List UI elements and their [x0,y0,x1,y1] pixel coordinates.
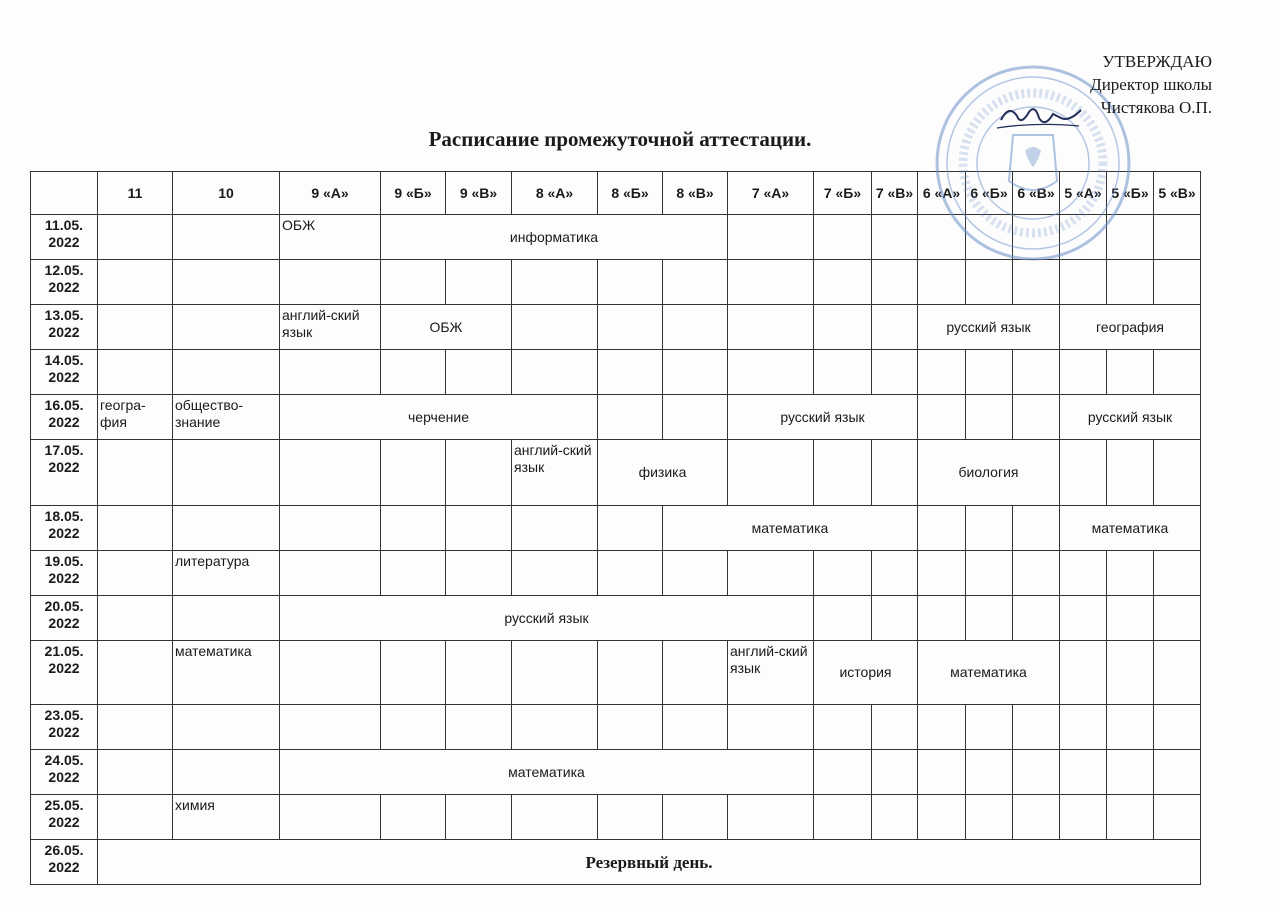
cell-subject-merged: математика [918,641,1060,705]
table-row [31,260,1201,305]
column-header: 9 «Б» [381,172,446,215]
table-row [31,795,1201,840]
cell-subject-merged: русский язык [1060,395,1201,440]
cell-subject: ОБЖ [280,215,381,260]
column-header: 5 «А» [1060,172,1107,215]
table-row [31,551,1201,596]
row-date: 21.05. 2022 [31,641,98,705]
table-row [31,440,1201,506]
page-title: Расписание промежуточной аттестации. [428,127,812,151]
column-header: 5 «В» [1154,172,1201,215]
cell-subject-merged: математика [663,506,918,551]
cell-subject: химия [173,795,280,840]
column-header: 5 «Б» [1107,172,1154,215]
cell-subject-merged: история [814,641,918,705]
table-row [31,305,1201,350]
column-header: 6 «Б» [966,172,1013,215]
column-header: 9 «В» [446,172,512,215]
cell-subject: математика [173,641,280,705]
cell-subject-merged: математика [1060,506,1201,551]
column-header: 7 «Б» [814,172,872,215]
cell-subject: литература [173,551,280,596]
row-date: 12.05. 2022 [31,260,98,305]
table-row [31,705,1201,750]
approval-heading: УТВЕРЖДАЮ [1102,52,1212,71]
reserve-day: Резервный день. [98,840,1201,885]
row-date: 17.05. 2022 [31,440,98,506]
row-date: 13.05. 2022 [31,305,98,350]
row-date: 26.05. 2022 [31,840,98,885]
column-header: 11 [98,172,173,215]
row-date: 19.05. 2022 [31,551,98,596]
approval-name: Чистякова О.П. [1100,98,1212,117]
column-header: 9 «А» [280,172,381,215]
row-date: 20.05. 2022 [31,596,98,641]
row-date: 18.05. 2022 [31,506,98,551]
cell-subject: англий-ский язык [728,641,814,705]
row-date: 23.05. 2022 [31,705,98,750]
row-date: 16.05. 2022 [31,395,98,440]
cell-subject: англий-ский язык [280,305,381,350]
table-row [31,840,1201,885]
column-header: 7 «В» [872,172,918,215]
table-row [31,641,1201,705]
schedule-table [30,171,1201,885]
column-header: 8 «В» [663,172,728,215]
header-corner [31,172,98,215]
row-date: 25.05. 2022 [31,795,98,840]
column-header: 7 «А» [728,172,814,215]
cell-subject-merged: география [1060,305,1201,350]
cell-subject-merged: информатика [381,215,728,260]
cell-subject-merged: русский язык [918,305,1060,350]
cell-subject-merged: русский язык [728,395,918,440]
table-row [31,750,1201,795]
row-date: 24.05. 2022 [31,750,98,795]
cell-subject-merged: ОБЖ [381,305,512,350]
director-signature [995,98,1085,138]
column-header: 6 «В» [1013,172,1060,215]
cell-subject-merged: русский язык [280,596,814,641]
column-header: 8 «А» [512,172,598,215]
cell-subject-merged: математика [280,750,814,795]
cell-subject: геогра-фия [98,395,173,440]
approval-position: Директор школы [1090,75,1212,94]
table-row [31,395,1201,440]
cell-subject-merged: физика [598,440,728,506]
approval-block [1090,50,1212,119]
cell-subject-merged: биология [918,440,1060,506]
cell-subject: общество-знание [173,395,280,440]
row-date: 11.05. 2022 [31,215,98,260]
column-header: 8 «Б» [598,172,663,215]
column-header: 10 [173,172,280,215]
column-header: 6 «А» [918,172,966,215]
row-date: 14.05. 2022 [31,350,98,395]
table-row [31,506,1201,551]
table-row [31,350,1201,395]
cell-subject-merged: черчение [280,395,598,440]
cell-subject: англий-ский язык [512,440,598,506]
table-row [31,596,1201,641]
